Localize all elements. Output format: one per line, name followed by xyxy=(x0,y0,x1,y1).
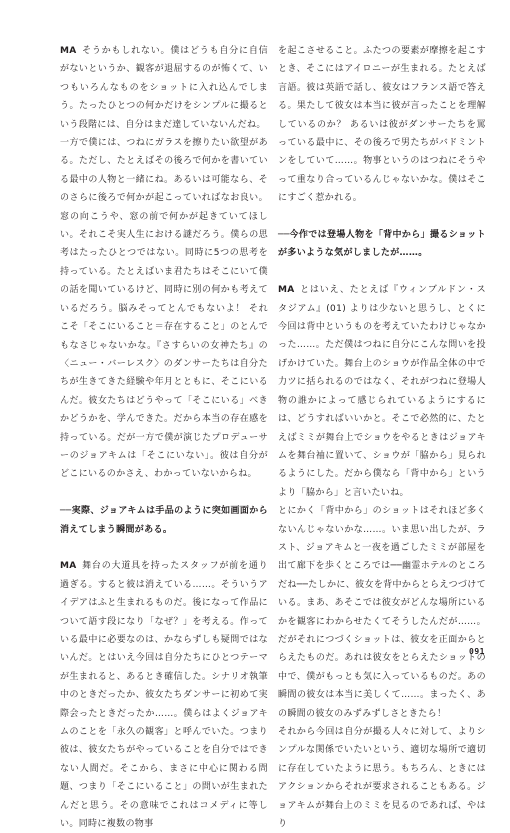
right-column xyxy=(278,42,486,833)
answer-paragraph xyxy=(278,281,486,502)
paragraph-spacer xyxy=(278,208,486,226)
paragraph-spacer xyxy=(278,263,486,281)
speaker-label: MA xyxy=(60,561,77,572)
answer-text: そうかもしれない。僕はどうも自分に自信がないというか、観客が退屈するのが怖くて、いつもいろんなものをショットに入れ込んでしまう。たったひとつの何かだけをシンプルに撮るという段階には、自分はまだ達していないんだね。 xyxy=(60,46,268,130)
answer-paragraph-continued: を起こさせること。ふたつの要素が摩擦を起こすとき、そこにはアイロニーが生まれる。たとえば言語。彼は英語で話し、彼女はフランス語で答える。果たして彼女は本当に彼が言ったことを理解しているのか？ あるいは彼がダンサーたちを罵っている最中に、その後ろで男たちがバドミントンをしていて……。物事というのはつねにそうやって重なり合っているんじゃないかな。僕はそこにすごく惹かれる。 xyxy=(278,46,486,204)
paragraph-spacer xyxy=(60,539,268,557)
answer-paragraph-continued: 一方で僕には、つねにガラスを擦りたい欲望がある。ただし、たとえばその後ろで何かを書いている最中の人物と一緒にね。あるいは可能なら、そのさらに後ろで何かが起こっていればなお良い。窓の向こうや、窓の前で何かが起きていてほしい。それこそ実人生における謎だろう。僕らの思考はたったひとつではない。同時に5つの思考を持っている。たとえばいま君たちはそこにいて僕の話を聞いているけど、同時に別の何かも考えているだろう。脳みそってとんでもないよ！ それこそ「そこにいること＝存在すること」のとんでもなさじゃないかな。『さすらいの女神たち』の〈ニュー・バーレスク〉のダンサーたちは自分たちが生きてきた経験や年月とともに、そこにいるんだ。彼女たちはどうやって「そこにいる」べきかどうかを、学んできた。だから本当の存在感を持っている。だが一方で僕が演じたプロデューサーのジョアキムは「そこにいない」。彼は自分がどこにいるのかさえ、わかっていないからね。 xyxy=(60,138,268,480)
answer-paragraph-continued: とにかく「背中から」のショットはそれほど多くないんじゃないかな……。いま思い出したが、ラスト、ジョアキムと一夜を過ごしたミミが部屋を出て廊下を歩くところでは──幽霊ホテルのところだね──たしかに、彼女を背中からとらえつづけている。まあ、あそこでは彼女がどんな場所にいるかを観客にわからせたくてそうしたんだが……。だがそれにつづくショットは、彼女を正面からとらえたものだ。あれは彼女をとらえたショットの中で、僕がもっとも気に入っているものだ。あの瞬間の彼女は本当に美しくて……。まったく、あの瞬間の彼女のみずみずしさときたら！ xyxy=(278,506,486,719)
left-column xyxy=(60,42,268,833)
speaker-label: MA xyxy=(278,285,295,296)
speaker-label: MA xyxy=(60,46,77,56)
answer-text: とはいえ、たとえば『ウィンブルドン・スタジアム』(01) よりは少ないと思うし、とくに今回は背中というものを考えていたわけじゃなかった……。ただ僕はつねに自分にこんな問いを投げかけていた。舞台上のショウが作品全体の中で力ツに括られるのではなく、それがつねに登場人物の誰かによって感じられているようにするには、どうすればいいかと。そこで必然的に、たとえばミミが舞台上でショウをやるときはジョアキムを舞台袖に置いて、ショウが「脇から」見られるようにした。だから僕なら「背中から」というより「脇から」と言いたいね。 xyxy=(278,285,486,498)
paragraph-spacer xyxy=(60,484,268,502)
page-number: 091 xyxy=(469,647,485,656)
answer-paragraph-continued: それから今回は自分が撮る人々に対して、よりシンプルな関係でいたいという、適切な場所で適切に存在していたように思う。もちろん、ときにはアクションからそれが要求されることもある。ジョアキムが舞台上のミミを見るのであれば、やはり xyxy=(278,727,486,830)
interview-question: ──実際、ジョアキムは手品のように突如画面から消えてしまう瞬間がある。 xyxy=(60,506,268,535)
interview-question: ──今作では登場人物を「背中から」撮るショットが多いような気がしましたが……。 xyxy=(278,230,486,259)
answer-text: 舞台の大道具を持ったスタッフが前を通り過ぎる。すると彼は消えている……。そういうアイデアはふと生まれるものだ。後になって作品について語す段になり「なぜ？」を考える。作っている最中に必要なのは、かならずしも疑問ではないんだ。とはいえ今回は自分たちにひとつテーマが生まれると、あるとき確信した。シナリオ執筆中のときだったか、彼女たちダンサーに初めて実際会ったときだったか……。僕らはよくジョアキムのことを「永久の観客」と呼んでいた。つまり彼は、彼女たちがやっていることを自分ではできない人間だ。そこから、まさに中心に関わる問題、つまり「そこにいること」の問いが生まれたんだと思う。その意味でこれはコメディに等しい。同時に複数の物事 xyxy=(60,561,268,830)
answer-paragraph xyxy=(60,557,268,833)
answer-paragraph xyxy=(60,42,268,134)
